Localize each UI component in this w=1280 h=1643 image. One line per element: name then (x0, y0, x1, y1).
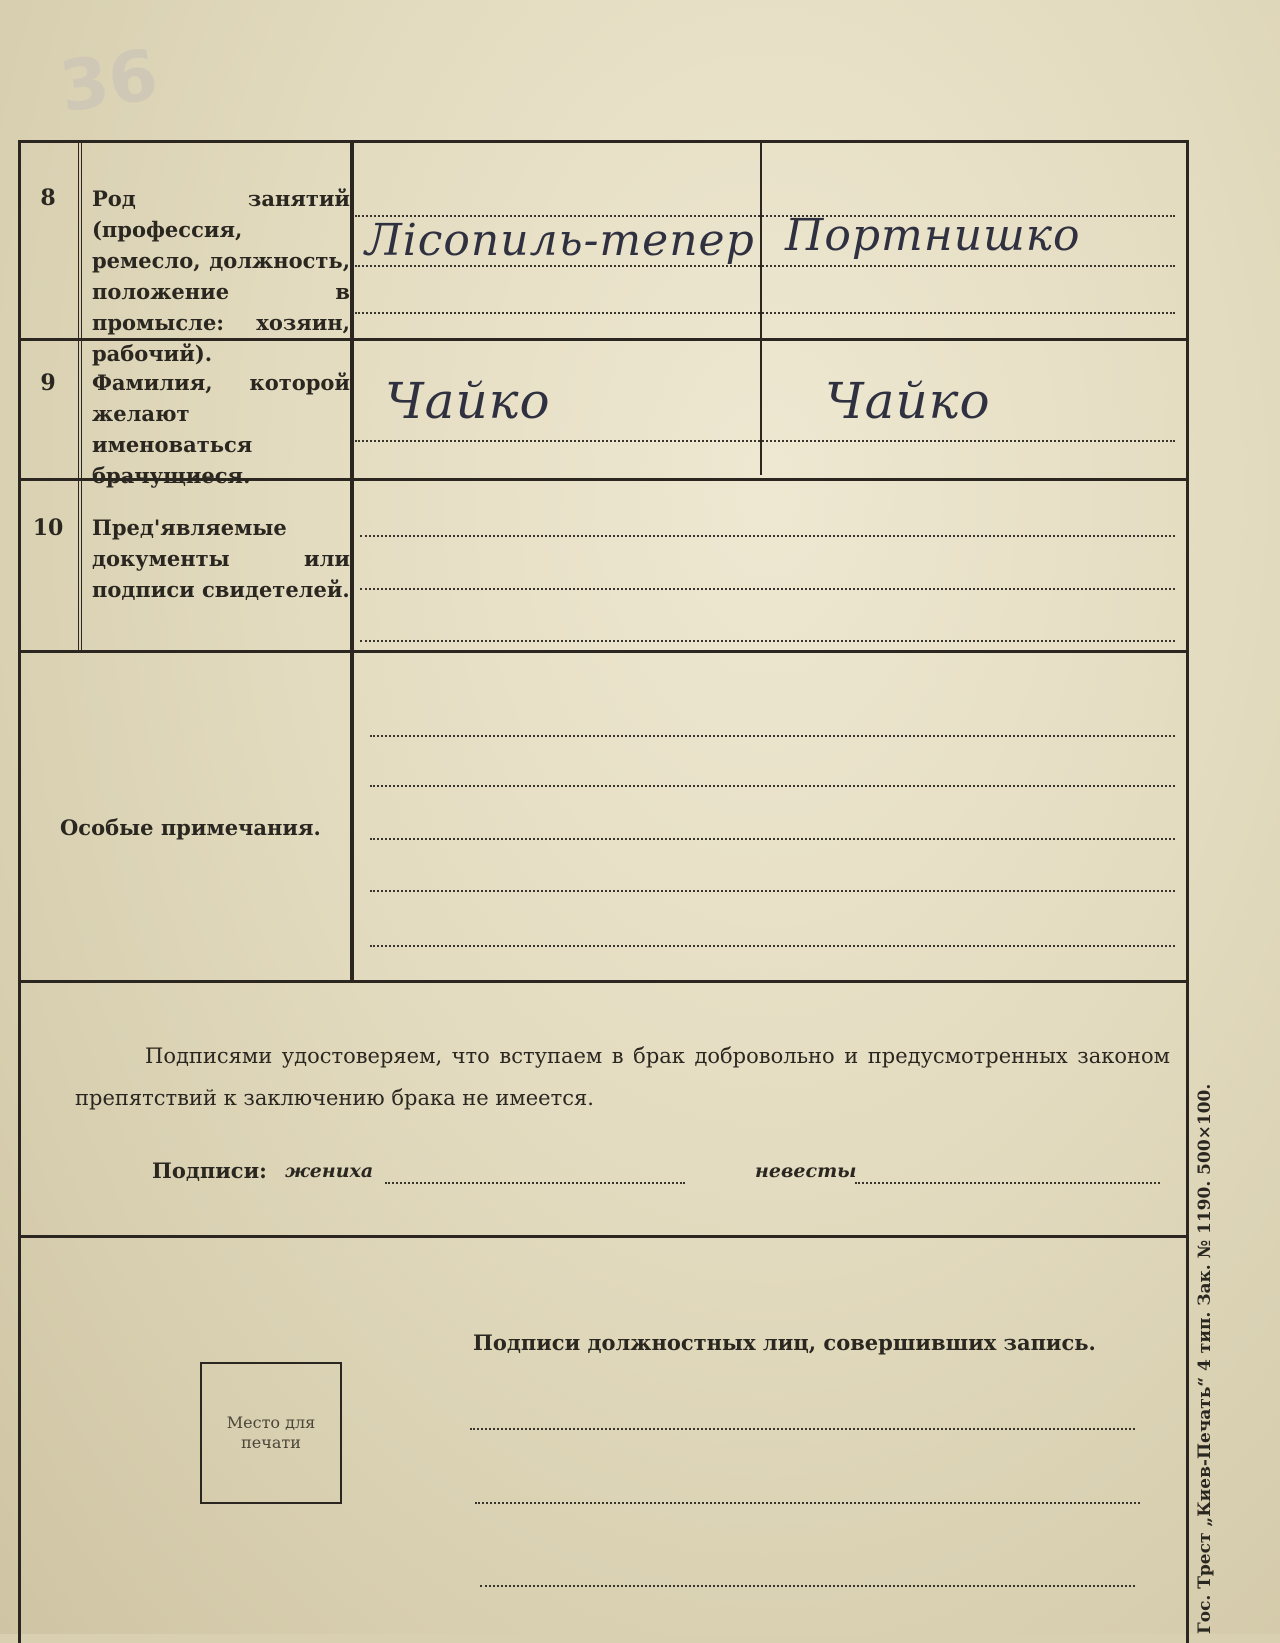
stamp-place (200, 1362, 342, 1504)
printer-imprint: Гос. Трест „Киев-Печать“ 4 тип. Зак. № 1190. 500×100. (1195, 1083, 1215, 1634)
dotted-line (370, 890, 1175, 892)
dotted-line (360, 588, 1175, 590)
dotted-line (370, 785, 1175, 787)
row-label-surname: Фамилия, которой желают именоваться брачущиеся. (92, 370, 350, 488)
official-signature-line (475, 1502, 1140, 1504)
special-notes-label: Особые примечания. (60, 815, 321, 840)
groom-signature-label: жениха (285, 1160, 374, 1182)
row-label-occupation: Род занятий (профессия, ремесло, должность, положение в промысле: хозяин, рабочий). (92, 186, 350, 366)
bride-surname: Чайко (825, 372, 991, 430)
dotted-line (370, 735, 1175, 737)
dotted-line (355, 440, 1175, 442)
official-signature-line (480, 1585, 1135, 1587)
declaration-text: Подписями удостоверяем, что вступаем в брак добровольно и предусмотренных законом препятствий к заключению брака не имеется. (75, 1044, 1170, 1110)
row-number: 8 (40, 185, 56, 211)
row-label-documents: Пред'являемые документы или подписи свидетелей. (92, 515, 350, 602)
dotted-line (355, 312, 1175, 314)
official-signature-line (470, 1428, 1135, 1430)
bride-signature-label: невесты (755, 1160, 857, 1182)
bride-occupation: Портнишко (785, 210, 1081, 261)
dotted-line (360, 640, 1175, 642)
groom-surname: Чайко (385, 372, 551, 430)
groom-signature-line (385, 1182, 685, 1184)
officials-label: Подписи должностных лиц, совершивших запись. (473, 1330, 1096, 1355)
stamp-place-label: Место для печати (226, 1413, 316, 1452)
row-number: 9 (40, 370, 56, 396)
row-number: 10 (32, 515, 64, 541)
dotted-line (370, 945, 1175, 947)
dotted-line (370, 838, 1175, 840)
dotted-line (360, 535, 1175, 537)
bride-signature-line (855, 1182, 1160, 1184)
margin-note: 36 (54, 33, 163, 129)
groom-occupation: Лісопиль-тепер (365, 215, 755, 266)
signatures-label: Подписи: (152, 1158, 267, 1183)
